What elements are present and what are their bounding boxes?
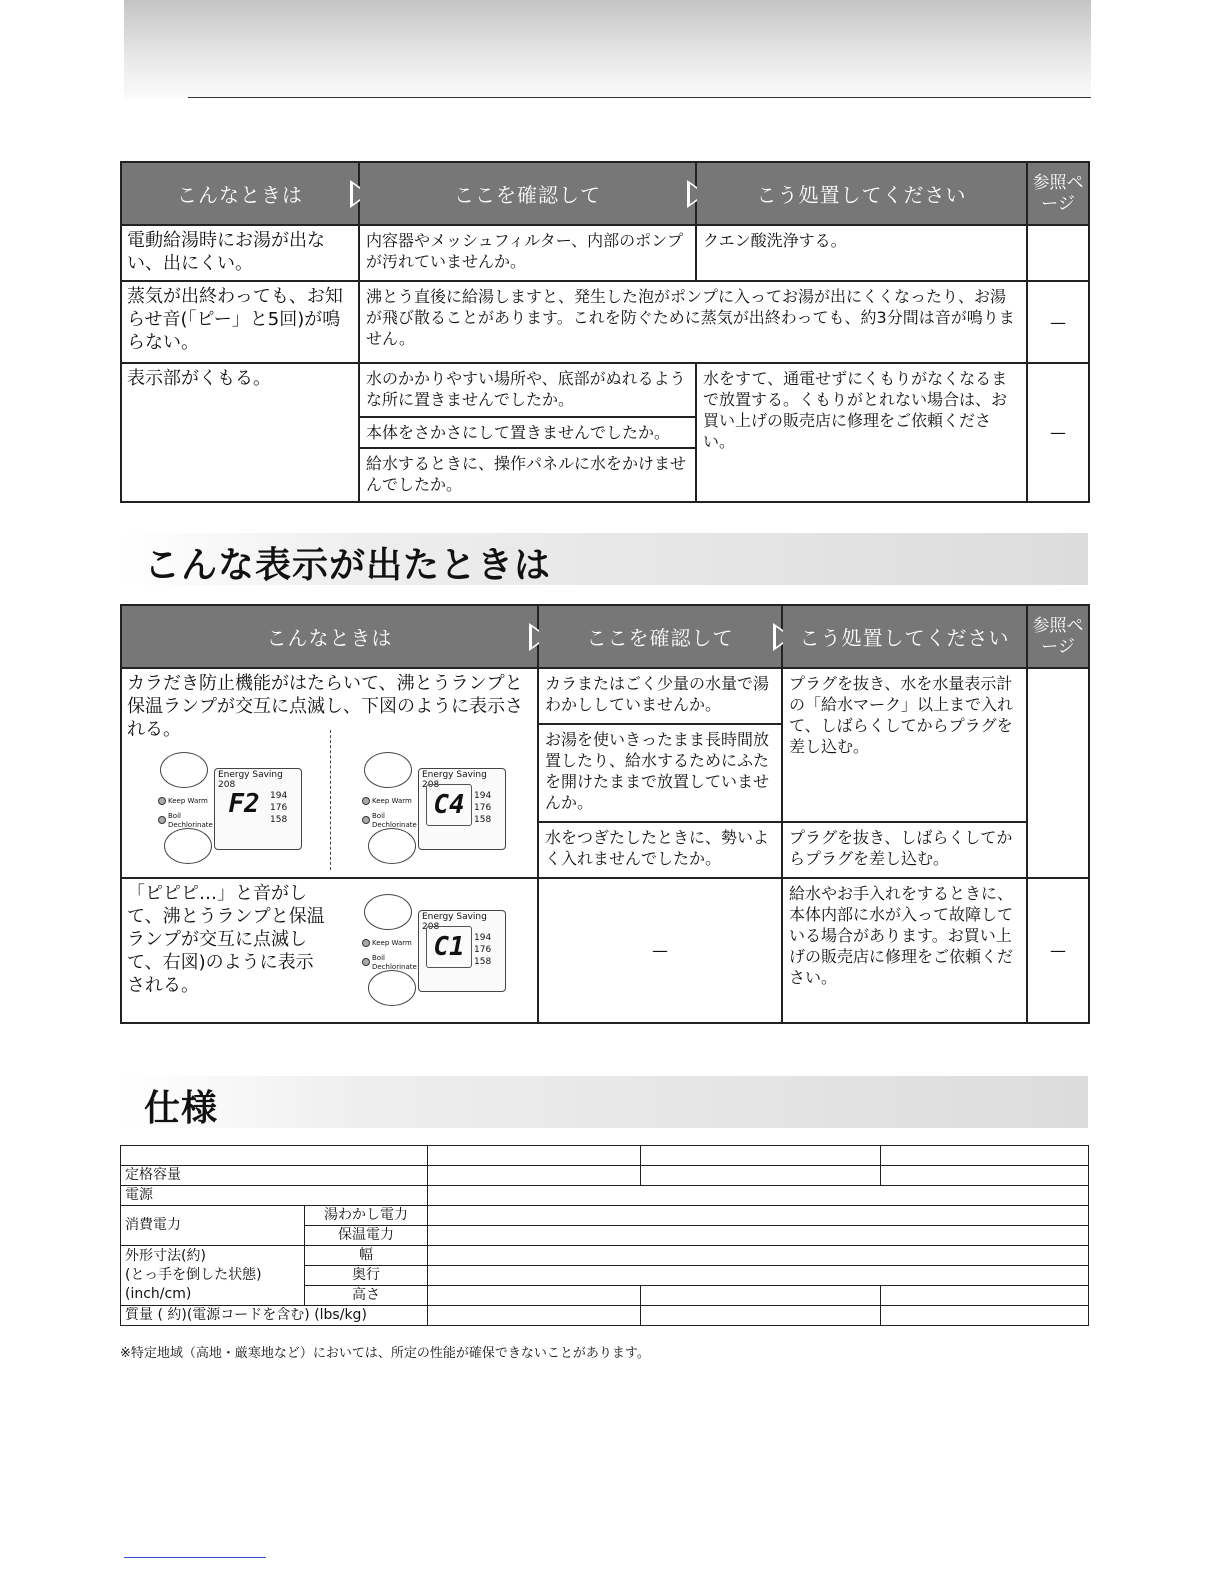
temp-scale: 194 176 158 [270, 791, 288, 825]
callout-bubble [164, 828, 212, 864]
action-cell: プラグを抜き、しばらくしてからプラグを差し込む。 [782, 822, 1027, 878]
header-action: こう処置してください [782, 605, 1027, 668]
error-code: C1 [426, 926, 472, 968]
ref-cell [1027, 225, 1089, 281]
header-when: こんなときは [121, 162, 359, 225]
boil-lamp-icon [158, 816, 166, 824]
section-heading-spec [120, 1076, 1088, 1128]
spec-label: 電源 [121, 1186, 428, 1206]
action-cell: クエン酸洗浄する。 [696, 225, 1027, 281]
header-check: ここを確認して [538, 605, 782, 668]
spec-sublabel: 保温電力 [305, 1226, 428, 1246]
action-cell: プラグを抜き、水を水量表示計の「給水マーク」以上まで入れて、しばらくしてからプラグを差し込む。 [782, 668, 1027, 822]
check-cell: カラまたはごく少量の水量で湯わかししていませんか。 [538, 668, 782, 724]
symptom-text: 「ピピピ…」と音がして、沸とうランプと保温ランプが交互に点滅して、右図)のように表示される。 [127, 883, 325, 996]
temp-scale: 194 176 158 [474, 791, 492, 825]
boil-label: Boil [168, 812, 181, 820]
check-cell: お湯を使いきったまま長時間放置したり、給水するためにふたを開けたままで放置していませんか。 [538, 724, 782, 822]
spec-sublabel: 幅 [305, 1246, 428, 1266]
keep-warm-label: Keep Warm [372, 939, 412, 947]
action-cell: 給水やお手入れをするときに、本体内部に水が入って故障している場合があります。お買い上げの販売店に修理をご依頼ください。 [782, 878, 1027, 1023]
lcd-figure-c4 [364, 752, 504, 852]
spec-label: 定格容量 [121, 1166, 428, 1186]
check-cell: 本体をさかさにして置きませんでしたか。 [359, 417, 696, 448]
lcd-figure-c1 [364, 894, 504, 994]
check-cell: 水のかかりやすい場所や、底部がぬれるような所に置きませんでしたか。 [359, 363, 696, 417]
ref-cell: — [1027, 878, 1089, 1023]
dechlorinate-label: Dechlorinate [372, 821, 417, 829]
callout-bubble [364, 894, 412, 930]
temp-scale: 194 176 158 [474, 933, 492, 967]
dechlorinate-label: Dechlorinate [168, 821, 213, 829]
spec-sublabel: 高さ [305, 1286, 428, 1306]
boil-label: Boil [372, 812, 385, 820]
ref-cell: — [1027, 363, 1089, 502]
boil-lamp-icon [362, 816, 370, 824]
spec-label: 消費電力 [121, 1206, 305, 1246]
callout-bubble [160, 752, 208, 788]
ref-cell [1027, 668, 1089, 878]
ref-cell: — [1027, 281, 1089, 363]
troubleshooting-table [120, 161, 1090, 503]
header-ref: 参照ページ [1027, 162, 1089, 225]
error-code: C4 [426, 784, 472, 826]
energy-label: Energy Saving 208 [422, 770, 487, 790]
symptom-cell: 表示部がくもる。 [121, 363, 359, 502]
callout-bubble [364, 752, 412, 788]
check-cell: 給水するときに、操作パネルに水をかけませんでしたか。 [359, 448, 696, 502]
energy-label: Energy Saving 208 [422, 912, 487, 932]
header-check: ここを確認して [359, 162, 696, 225]
section-heading-display [120, 533, 1088, 585]
section-title: こんな表示が出たときは [144, 545, 552, 586]
spec-header-blank [121, 1146, 428, 1166]
header-ref: 参照ページ [1027, 605, 1089, 668]
lcd-figure-f2 [160, 752, 300, 852]
spec-sublabel: 湯わかし電力 [305, 1206, 428, 1226]
spec-label: 外形寸法(約) (とっ手を倒した状態) (inch/cm) [121, 1246, 305, 1306]
keep-warm-lamp-icon [362, 939, 370, 947]
keep-warm-label: Keep Warm [372, 797, 412, 805]
keep-warm-lamp-icon [158, 797, 166, 805]
check-cell: 沸とう直後に給湯しますと、発生した泡がポンプに入ってお湯が出にくくなったり、お湯が飛び散ることがあります。これを防ぐために蒸気が出終わっても、約3分間は音が鳴りません。 [359, 281, 1027, 363]
footer-link-line [124, 1557, 266, 1558]
symptom-cell: 電動給湯時にお湯が出ない、出にくい。 [121, 225, 359, 281]
callout-bubble [368, 970, 416, 1006]
boil-lamp-icon [362, 958, 370, 966]
section-title: 仕様 [144, 1088, 219, 1129]
check-cell: 水をつぎたしたときに、勢いよく入れませんでしたか。 [538, 822, 782, 878]
dechlorinate-label: Dechlorinate [372, 963, 417, 971]
spec-footnote: ※特定地域（高地・厳寒地など）においては、所定の性能が確保できないことがあります。 [120, 1346, 650, 1361]
figure-divider [330, 730, 331, 870]
spec-sublabel: 奥行 [305, 1266, 428, 1286]
action-cell: 水をすて、通電せずにくもりがなくなるまで放置する。くもりがとれない場合は、お買い上げの販売店に修理をご依頼ください。 [696, 363, 1027, 502]
error-code: F2 [228, 789, 260, 819]
header-band [124, 0, 1091, 98]
energy-label: Energy Saving 208 [218, 770, 283, 790]
spec-label: 質量 ( 約)(電源コードを含む) (lbs/kg) [121, 1306, 428, 1326]
header-rule [188, 97, 1091, 98]
check-cell: — [538, 878, 782, 1023]
check-cell: 内容器やメッシュフィルター、内部のポンプが汚れていませんか。 [359, 225, 696, 281]
keep-warm-lamp-icon [362, 797, 370, 805]
spec-table [120, 1145, 1089, 1326]
header-action: こう処置してください [696, 162, 1027, 225]
symptom-cell: 蒸気が出終わっても、お知らせ音(「ピー」と5回)が鳴らない。 [121, 281, 359, 363]
symptom-text: カラだき防止機能がはたらいて、沸とうランプと保温ランプが交互に点滅し、下図のように表示される。 [127, 673, 523, 740]
header-when: こんなときは [121, 605, 538, 668]
keep-warm-label: Keep Warm [168, 797, 208, 805]
boil-label: Boil [372, 954, 385, 962]
callout-bubble [368, 828, 416, 864]
